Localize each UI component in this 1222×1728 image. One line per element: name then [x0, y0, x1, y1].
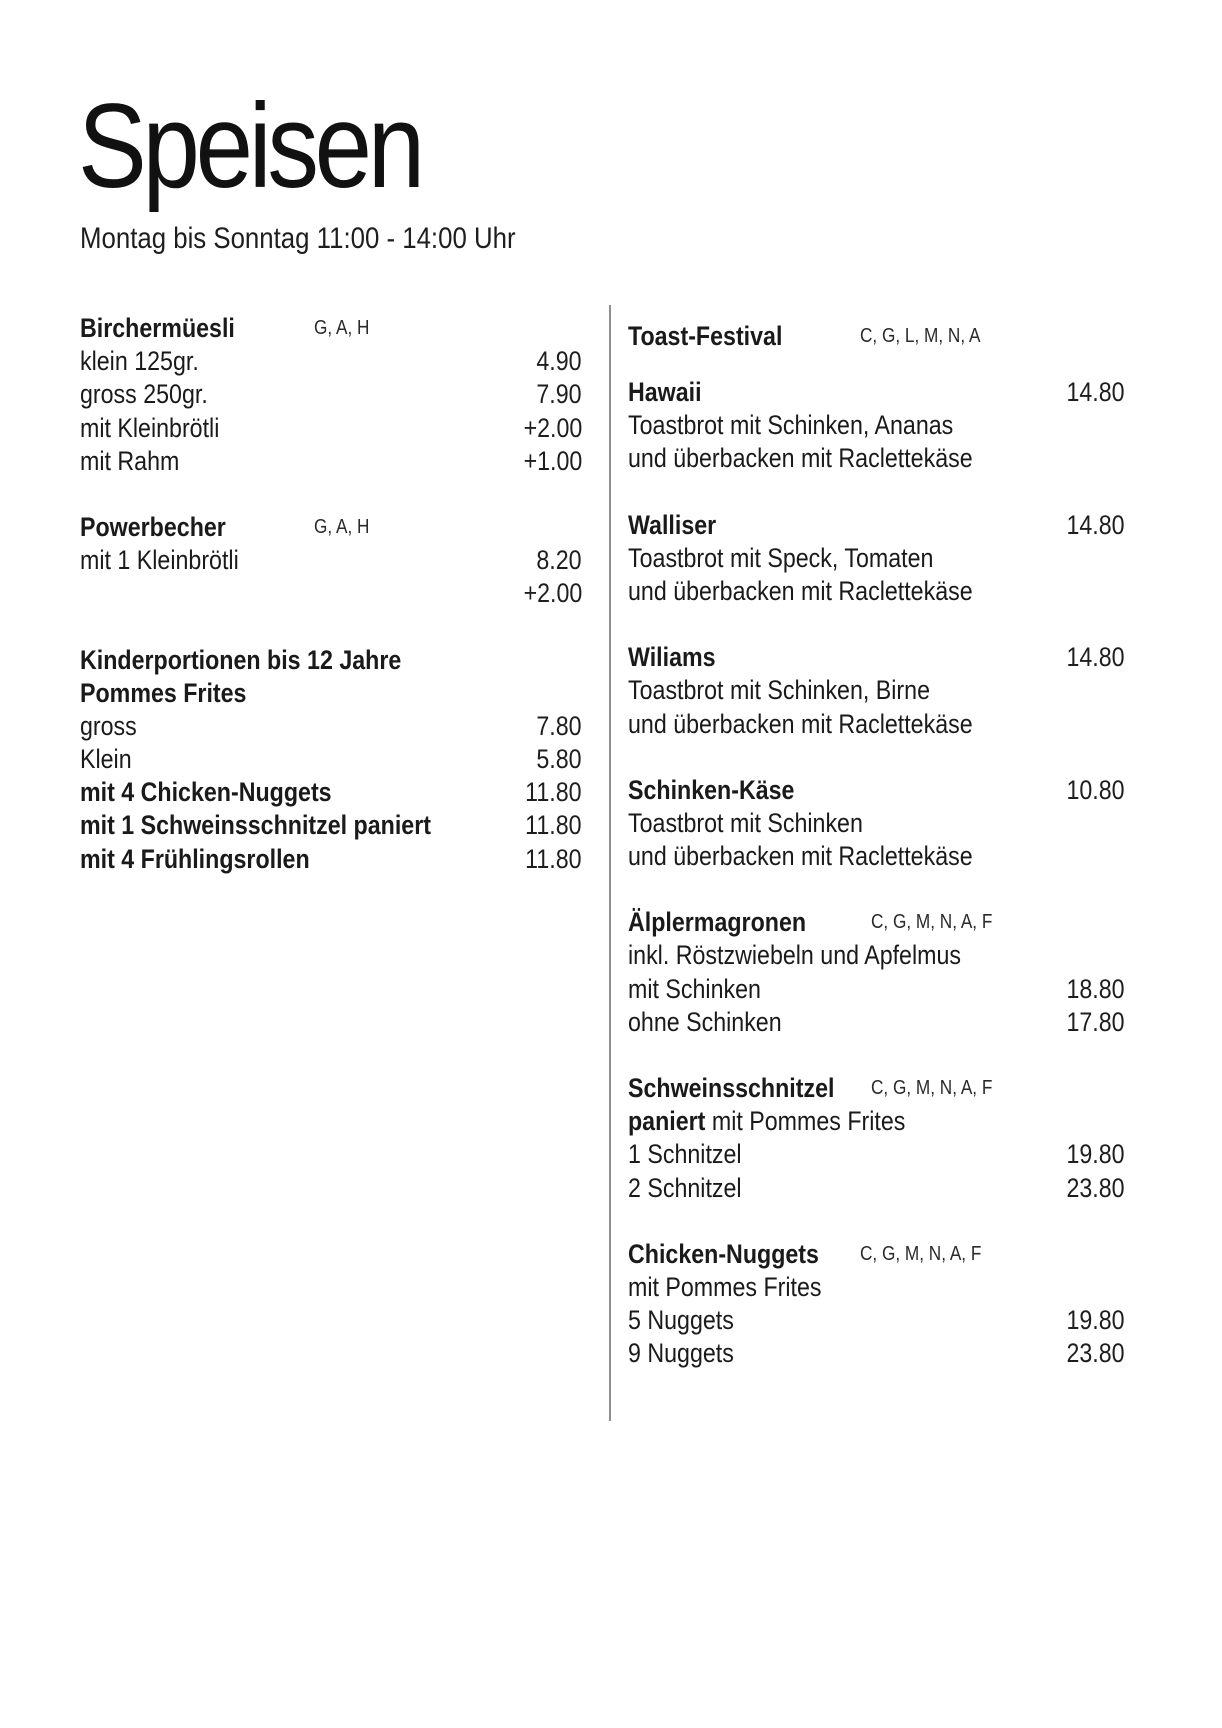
price: 10.80 [1066, 774, 1125, 805]
price: 7.80 [536, 710, 582, 741]
option-label: mit 1 Schweinsschnitzel paniert [80, 810, 431, 841]
section-heading: Toast-Festival [628, 321, 783, 351]
allergen-codes: C, G, M, N, A, F [860, 1242, 982, 1265]
option-label: mit Schinken [628, 973, 761, 1004]
option-label: Klein [80, 744, 132, 775]
allergen-codes: C, G, L, M, N, A [860, 325, 981, 347]
section-aelplermagronen [628, 906, 1125, 1039]
price: +2.00 [523, 412, 582, 443]
option-label: mit 1 Kleinbrötli [80, 545, 239, 576]
allergen-codes: G, A, H [314, 515, 370, 538]
price: 4.90 [536, 346, 582, 377]
right-column [628, 312, 1125, 1371]
price: +1.00 [523, 445, 582, 476]
price: 8.20 [536, 545, 582, 576]
option-label: klein 125gr. [80, 346, 199, 377]
item-description: Toastbrot mit Schinken [628, 807, 863, 838]
allergen-codes: C, G, M, N, A, F [871, 1077, 993, 1099]
price: 14.80 [1066, 377, 1125, 407]
price: 19.80 [1066, 1139, 1125, 1170]
item-description: und überbacken mit Raclettekäse [628, 708, 973, 739]
item-name: Schinken-Käse [628, 774, 795, 805]
option-label: mit Kleinbrötli [80, 412, 220, 443]
price: 7.90 [536, 379, 582, 410]
price: 11.80 [525, 843, 582, 874]
allergen-codes: G, A, H [314, 317, 370, 339]
toast-item-walliser [628, 509, 1125, 609]
allergen-codes: C, G, M, N, A, F [871, 911, 993, 934]
option-label: mit 4 Frühlingsrollen [80, 843, 310, 874]
price: 14.80 [1066, 509, 1125, 540]
item-description: Toastbrot mit Schinken, Ananas [628, 410, 954, 441]
opening-hours: Montag bis Sonntag 11:00 - 14:00 Uhr [80, 222, 516, 255]
toast-item-wiliams [628, 641, 1125, 741]
item-description: mit Pommes Frites [628, 1271, 822, 1302]
item-name: Powerbecher [80, 511, 226, 542]
section-toast-festival [628, 316, 1125, 873]
item-name: Birchermüesli [80, 313, 235, 343]
price: 17.80 [1066, 1006, 1125, 1037]
item-description: inkl. Röstzwiebeln und Apfelmus [628, 940, 961, 971]
option-label: mit Rahm [80, 445, 180, 476]
left-column [80, 312, 582, 876]
price: 19.80 [1066, 1305, 1125, 1336]
toast-item-hawaii [628, 376, 1125, 476]
option-label: gross [80, 710, 137, 741]
item-description: und überbacken mit Raclettekäse [628, 443, 973, 474]
option-label: gross 250gr. [80, 379, 208, 410]
item-name: Älplermagronen [628, 907, 807, 938]
page-title: Speisen [78, 79, 421, 213]
section-heading: Kinderportionen bis 12 Jahre [80, 644, 402, 675]
section-schweinsschnitzel [628, 1072, 1125, 1205]
toast-item-schinken-kaese [628, 774, 1125, 874]
section-birchermuesli [80, 312, 582, 478]
price: +2.00 [523, 578, 582, 609]
option-label: ohne Schinken [628, 1006, 782, 1037]
price: 14.80 [1066, 642, 1125, 673]
item-name: Pommes Frites [80, 677, 247, 708]
desc-bold: paniert [628, 1106, 706, 1137]
price: 23.80 [1066, 1172, 1125, 1203]
section-chicken-nuggets [628, 1238, 1125, 1371]
section-powerbecher [80, 511, 582, 611]
price: 11.80 [525, 810, 582, 841]
option-label: 1 Schnitzel [628, 1139, 742, 1170]
option-label: 9 Nuggets [628, 1338, 734, 1369]
item-name: Chicken-Nuggets [628, 1238, 819, 1269]
option-label: mit 4 Chicken-Nuggets [80, 777, 332, 808]
desc-rest: mit Pommes Frites [705, 1106, 906, 1137]
item-name: Wiliams [628, 642, 716, 673]
price: 18.80 [1066, 973, 1125, 1004]
section-kinderportionen [80, 644, 582, 876]
item-name: Walliser [628, 509, 717, 540]
item-name: Hawaii [628, 377, 702, 407]
price: 23.80 [1066, 1338, 1125, 1369]
price: 5.80 [536, 744, 582, 775]
option-label: 5 Nuggets [628, 1305, 734, 1336]
option-label: 2 Schnitzel [628, 1172, 742, 1203]
item-description [628, 1105, 905, 1138]
item-name: Schweinsschnitzel [628, 1073, 835, 1103]
item-description: Toastbrot mit Speck, Tomaten [628, 542, 934, 573]
item-description: und überbacken mit Raclettekäse [628, 841, 973, 872]
item-description: Toastbrot mit Schinken, Birne [628, 675, 931, 706]
item-description: und überbacken mit Raclettekäse [628, 575, 973, 606]
column-divider [609, 305, 611, 1421]
price: 11.80 [525, 777, 582, 808]
